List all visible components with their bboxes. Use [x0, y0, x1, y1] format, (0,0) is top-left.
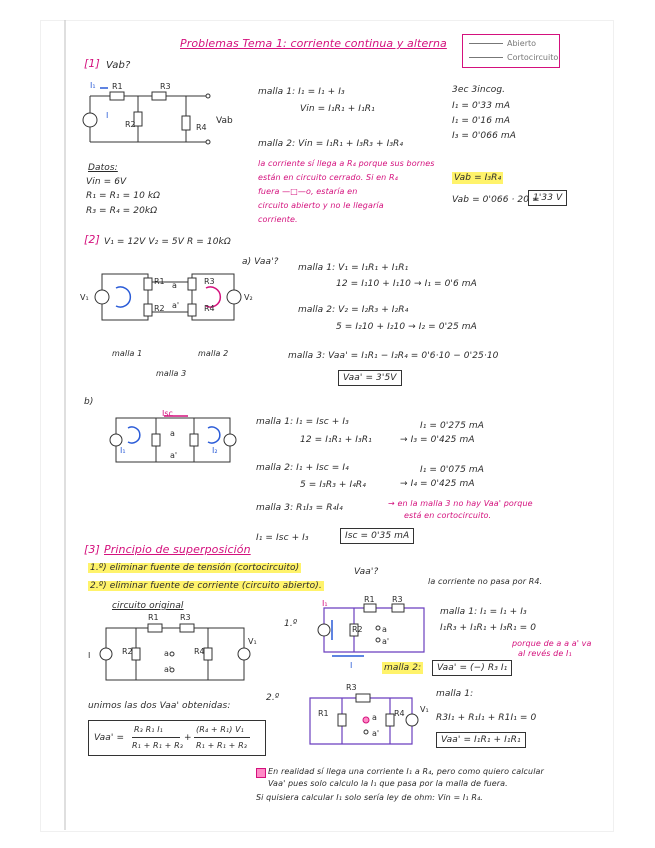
p3-first-circuit — [314, 600, 432, 660]
p2-a-line-5: malla 3: Vaa' = I₁R₁ − I₂R₄ = 0'6·10 − 0'25·10 — [288, 351, 499, 361]
p3-orig-a2: a' — [164, 665, 172, 674]
p3-first-num: 1.º — [284, 619, 298, 629]
p1-results-label: 3ec 3incog. — [452, 85, 506, 95]
p2-label-v1: V₁ — [80, 293, 89, 302]
p2-a-line-1: malla 1: V₁ = I₁R₁ + I₁R₁ — [298, 263, 409, 273]
p1-mesh1: malla 1: I₁ = I₁ + I₃ — [258, 87, 345, 97]
p1-mesh1b: Vin = I₁R₁ + I₁R₁ — [300, 104, 375, 114]
p3-first-line-1: malla 1: I₁ = I₁ + I₃ — [440, 607, 527, 617]
p1-note-1: la corriente sí llega a R₄ porque sus bornes — [258, 159, 435, 168]
p1-label-r3: R3 — [160, 82, 171, 91]
p2-label-r2: R2 — [154, 304, 165, 313]
p3-first-note-1: porque de a a a' va — [512, 639, 592, 648]
p3-step2: 2.º) eliminar fuente de corriente (circuito abierto). — [90, 581, 322, 591]
p3-second-line-2: R3I₁ + R₁I₁ + R1I₁ = 0 — [436, 713, 537, 723]
p3-first-i: I — [350, 661, 353, 670]
p1-mesh2: malla 2: Vin = I₁R₁ + I₃R₃ + I₃R₄ — [258, 139, 404, 149]
p1-note-2: están en circuito cerrado. Si en R₄ — [258, 173, 398, 182]
p3-second-r4: R4 — [394, 709, 405, 718]
p3-first-r3: R3 — [392, 595, 403, 604]
p1-label-r1: R1 — [112, 82, 123, 91]
p2-label-isc: Isc — [162, 409, 173, 418]
p3-orig-circuit — [96, 618, 256, 690]
p3-orig-r4: R4 — [194, 647, 205, 656]
p3-first-a: a — [382, 625, 387, 634]
p1-note-5: corriente. — [258, 215, 298, 224]
p1-data-1: Vin = 6V — [86, 177, 127, 187]
p3-first-i1: I₁ — [322, 599, 328, 608]
p3-orig-r1: R1 — [148, 613, 159, 622]
p3-final-den1: R₁ + R₁ + R₃ — [132, 741, 184, 750]
p3-orig-i: I — [88, 651, 91, 660]
p2-b-line-1: malla 1: I₁ = Isc + I₃ — [256, 417, 349, 427]
p1-label: [1] — [84, 57, 100, 70]
p3-first-line-2: I₁R₃ + I₁R₁ + I₃R₁ = 0 — [440, 623, 537, 633]
p2-a-result: Vaa' = 3'5V — [338, 370, 402, 386]
p3-second-circuit — [300, 688, 422, 752]
p3-unite: unimos las dos Vaa' obtenidas: — [88, 701, 231, 711]
p2-label-i2: I₂ — [212, 446, 218, 455]
p1-vab-result: Vab = 0'066 · 20 = — [452, 195, 540, 205]
p2-b-label-a: a — [170, 429, 175, 438]
p2-given: V₁ = 12V V₂ = 5V R = 10kΩ — [104, 237, 231, 247]
p3-final-bar2 — [194, 737, 250, 738]
p2-label-a2: a' — [172, 301, 180, 310]
p3-step1: 1.º) eliminar fuente de tensión (cortocircuito) — [90, 563, 300, 573]
p2-b-side-4: → I₄ = 0'425 mA — [400, 479, 475, 489]
p1-note-4: circuito abierto y no le llegaría — [258, 201, 384, 210]
p2-b-line-3: malla 2: I₁ + Isc = I₄ — [256, 463, 349, 473]
p3-first-mesh2: malla 2: — [384, 663, 422, 673]
p3-footnote-1: En realidad sí llega una corriente I₁ a R₄, pero como quiero calcular — [268, 767, 544, 776]
p3-second-result: Vaa' = I₁R₁ + I₁R₁ — [436, 732, 526, 748]
p3-final-lhs: Vaa' = — [94, 733, 125, 743]
p2-label-r4: R4 — [204, 304, 215, 313]
p2-b-note-2: está en cortocircuito. — [404, 511, 492, 520]
p2-b-label-a2: a' — [170, 451, 178, 460]
p2-circuit-a — [88, 268, 248, 330]
p3-footnote-2: Vaa' pues solo calculo la I₁ que pasa por la malla de fuera. — [268, 779, 508, 788]
p3-final-num1: R₃ R₁ I₁ — [134, 725, 163, 734]
p3-final-bar1 — [132, 737, 180, 738]
p1-circuit — [80, 84, 230, 154]
p3-first-r1: R1 — [364, 595, 375, 604]
p1-result-1: I₁ = 0'33 mA — [452, 101, 511, 111]
p1-vab-value: 1'33 V — [528, 190, 567, 206]
p3-orig-label: circuito original — [112, 601, 184, 611]
p3-orig-a: a — [164, 649, 169, 658]
p2-b-line-5: malla 3: R₁I₃ = R₄I₄ — [256, 503, 343, 513]
p2-b-note-1: → en la malla 3 no hay Vaa' porque — [388, 499, 533, 508]
p2-b-side-2: → I₃ = 0'425 mA — [400, 435, 475, 445]
p2-label-r1: R1 — [154, 277, 165, 286]
p2-b-side-1: I₁ = 0'275 mA — [420, 421, 484, 431]
p1-result-2: I₁ = 0'16 mA — [452, 116, 511, 126]
legend-box — [462, 34, 560, 68]
p3-first-result: Vaa' = (−) R₃ I₁ — [432, 660, 512, 676]
p2-label-i1: I₁ — [120, 446, 126, 455]
p2-b-final: I₁ = Isc + I₃ — [256, 533, 309, 543]
p1-label-i: I — [106, 111, 109, 120]
p2-a-line-3: malla 2: V₂ = I₂R₃ + I₂R₄ — [298, 305, 409, 315]
p3-second-a2: a' — [372, 729, 380, 738]
p2-label-r3: R3 — [204, 277, 215, 286]
p3-label: [3] — [84, 543, 100, 556]
p2-a-line-2: 12 = I₁10 + I₁10 → I₁ = 0'6 mA — [336, 279, 477, 289]
p2-mesh2-label: malla 2 — [198, 349, 229, 358]
p2-mesh1-label: malla 1 — [112, 349, 143, 358]
p3-second-a: a — [372, 713, 377, 722]
p1-note-3: fuera —□—o, estaría en — [258, 187, 358, 196]
p3-final-num2: (R₄ + R₁) V₁ — [196, 725, 244, 734]
p3-first-r2: R2 — [352, 625, 363, 634]
p3-second-line-1: malla 1: — [436, 689, 474, 699]
p1-data-label: Datos: — [88, 163, 118, 173]
p2-b-line-2: 12 = I₁R₁ + I₃R₁ — [300, 435, 372, 445]
p3-second-r1: R1 — [318, 709, 329, 718]
p3-second-r3: R3 — [346, 683, 357, 692]
p3-title: Principio de superposición — [104, 543, 251, 556]
legend-item-open: Abierto — [469, 39, 536, 48]
p3-second-v: V₁ — [420, 705, 429, 714]
p2-label: [2] — [84, 233, 100, 246]
page-title: Problemas Tema 1: corriente continua y alterna — [180, 37, 447, 50]
p1-label-i1: I₁ — [90, 81, 96, 90]
p1-result-3: I₃ = 0'066 mA — [452, 131, 516, 141]
p3-final-plus: + — [184, 733, 192, 743]
p1-label-r2: R2 — [125, 120, 136, 129]
p3-question: Vaa'? — [354, 567, 379, 577]
p1-data-3: R₃ = R₄ = 20kΩ — [86, 206, 158, 216]
p3-first-a2: a' — [382, 637, 390, 646]
p3-orig-v: V₁ — [248, 637, 257, 646]
p3-orig-r2: R2 — [122, 647, 133, 656]
p1-data-2: R₁ = R₁ = 10 kΩ — [86, 191, 161, 201]
p3-final-den2: R₁ + R₁ + R₃ — [196, 741, 248, 750]
p2-b-side-3: I₁ = 0'075 mA — [420, 465, 484, 475]
p2-label-v2: V₂ — [244, 293, 253, 302]
p2-a-line-4: 5 = I₂10 + I₂10 → I₂ = 0'25 mA — [336, 322, 477, 332]
p1-label-vab: Vab — [216, 116, 233, 126]
margin-line — [64, 20, 66, 830]
p3-second-num: 2.º — [266, 693, 280, 703]
footnote-marker — [256, 768, 266, 778]
p1-question: Vab? — [106, 60, 131, 71]
p2-label-a: a — [172, 281, 177, 290]
p1-vab-formula: Vab = I₃R₄ — [454, 173, 502, 183]
p1-label-r4: R4 — [196, 123, 207, 132]
p3-footnote-3: Si quisiera calcular I₁ solo sería ley de ohm: Vin = I₁ R₄. — [256, 793, 483, 802]
p2-part-b: b) — [84, 397, 94, 407]
p3-note-r4: la corriente no pasa por R4. — [428, 577, 543, 586]
p2-mesh3-label: malla 3 — [156, 369, 187, 378]
p2-part-a: a) Vaa'? — [242, 257, 279, 267]
legend-item-short: Cortocircuito — [469, 53, 558, 62]
p3-orig-r3: R3 — [180, 613, 191, 622]
p2-b-line-4: 5 = I₃R₃ + I₄R₄ — [300, 480, 366, 490]
p3-first-note-2: al revés de I₁ — [518, 649, 572, 658]
p2-b-result: Isc = 0'35 mA — [340, 528, 414, 544]
